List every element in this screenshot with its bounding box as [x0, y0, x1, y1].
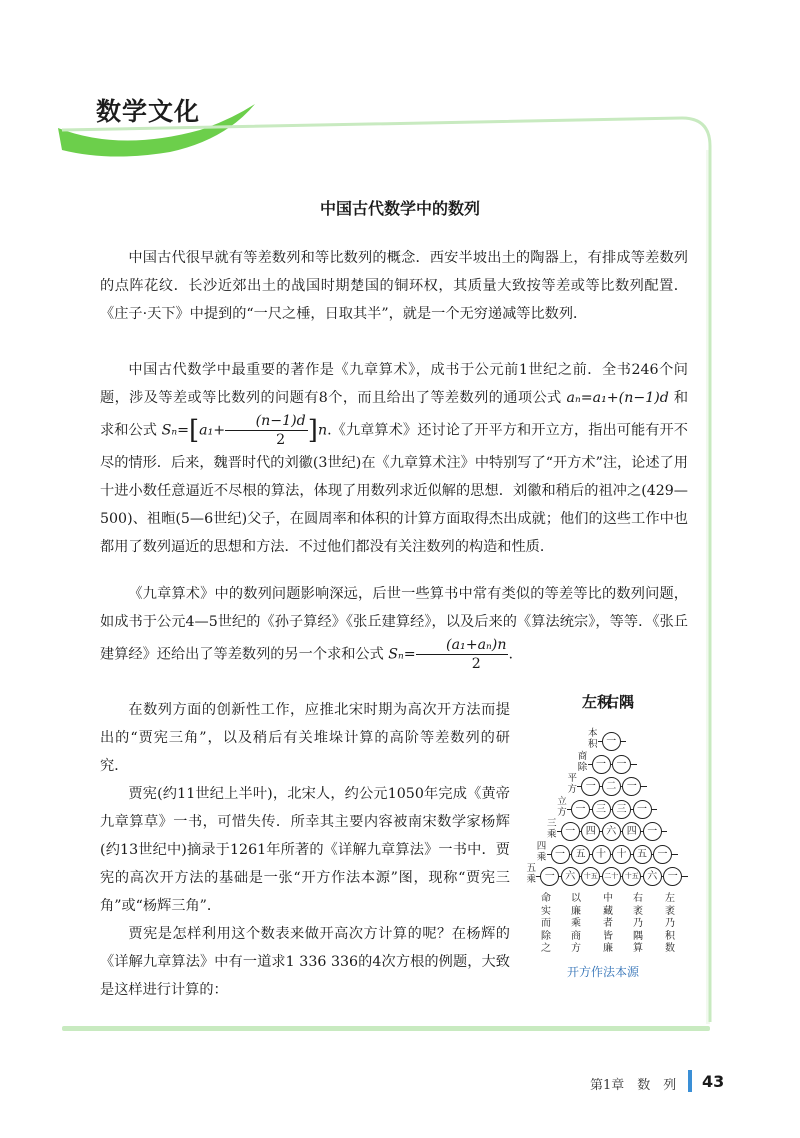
- triangle-cell: 五: [571, 845, 590, 864]
- triangle-cell: 六: [602, 822, 621, 841]
- triangle-cell: 六: [643, 867, 662, 886]
- section-header-title: 数学文化: [96, 97, 201, 126]
- paragraph-3: [100, 580, 688, 673]
- figure-bottom-label: 左袤乃积数: [665, 893, 675, 954]
- triangle-cell: 二: [602, 777, 621, 796]
- formula-sum2-denominator: 2: [471, 656, 481, 672]
- figure-bottom-label: 中藏者皆廉: [603, 893, 613, 954]
- formula-sum-denominator: 2: [276, 432, 286, 448]
- triangle-row-label: 本积: [587, 728, 598, 750]
- triangle-cell: 一: [653, 845, 672, 864]
- triangle-cell: 一: [612, 755, 631, 774]
- triangle-cell: 五: [633, 845, 652, 864]
- footer-divider: [62, 1026, 710, 1031]
- triangle-cell: 十五: [622, 867, 641, 886]
- triangle-cell: 一: [602, 732, 621, 751]
- triangle-cell: 四: [581, 822, 600, 841]
- triangle-row-label: 三乘: [546, 818, 557, 840]
- triangle-cell: 三: [592, 800, 611, 819]
- figure-bottom-label: 右袤乃隅算: [633, 893, 643, 954]
- formula-sum-fraction: [225, 412, 308, 449]
- triangle-cell: 一: [561, 822, 580, 841]
- formula-sum2-numerator: (a₁+aₙ)n: [416, 636, 509, 655]
- article-title: 中国古代数学中的数列: [319, 199, 480, 218]
- triangle-row-label: 立方: [557, 795, 567, 818]
- paragraph-1: 中国古代很早就有等差数列和等比数列的概念．西安半坡出土的陶器上，有排成等差数列的点阵花纹．长沙近郊出土的战国时期楚国的铜环权，其质量大致按等差或等比数列配置．《庄子·天下》中提到的“一尺之棰，日取其半”，就是一个无穷递减等比数列．: [100, 250, 688, 322]
- figure-bottom-label: 以廉乘商方: [571, 893, 581, 954]
- triangle-cell: 一: [643, 822, 662, 841]
- bracket-right: ]: [307, 415, 318, 446]
- triangle-cell: 二十: [602, 867, 621, 886]
- paragraph-6: 贾宪是怎样利用这个数表来做开高次方计算的呢？在杨辉的《详解九章算法》中有一道求1 336 336的4次方根的例题，大致是这样进行计算的：: [100, 926, 510, 998]
- triangle-row-label: 平方: [567, 773, 577, 795]
- formula-sum2-lhs: Sₙ=: [388, 646, 416, 663]
- triangle-cell: 十五: [581, 867, 600, 886]
- triangle-cell: 一: [633, 800, 652, 819]
- figure-caption: 开方作法本源: [566, 965, 639, 979]
- footer-chapter: 第1章 数 列: [590, 1078, 677, 1093]
- triangle-cell: 四: [622, 822, 641, 841]
- triangle-cell: 六: [561, 867, 580, 886]
- formula-sum2-end: .: [508, 646, 513, 663]
- triangle-cell: 十: [592, 845, 611, 864]
- bracket-left: [: [188, 415, 200, 446]
- page-number: 43: [702, 1072, 725, 1091]
- triangle-cell: 一: [551, 845, 570, 864]
- formula-general-term: aₙ=a₁+(n−1)d: [566, 390, 669, 406]
- paragraph-2-text-a: 中国古代数学中最重要的著作是《九章算术》，成书于公元前1世纪之前．全书246个问题，涉及等差或等比数列的问题有8个，而且给出了等差数列的通项公式: [100, 362, 688, 406]
- paragraph-5: 贾宪(约11世纪上半叶)，北宋人，约公元1050年完成《黄帝九章算草》一书，可惜失传．所幸其主要内容被南宋数学家杨辉(约13世纪中)摘录于1261年所著的《详解九章算法》一书中．贾宪的高次开方法的基础是一张“开方作法本源”图，现称“贾宪三角”或“杨辉三角”．: [100, 786, 510, 914]
- triangle-cell: 一: [622, 777, 641, 796]
- formula-sum2-fraction: [416, 636, 509, 673]
- figure-bottom-label: 命实而除之: [541, 893, 551, 954]
- formula-sum-a1: a₁+: [199, 422, 226, 439]
- paragraph-2-and: 和求和公式: [100, 390, 689, 439]
- formula-sum-lhs: Sₙ=: [161, 422, 189, 439]
- triangle-cell: 一: [571, 800, 590, 819]
- paragraph-4: 在数列方面的创新性工作，应推北宋时期为高次开方法而提出的“贾宪三角”，以及稍后有关堆垛计算的高阶等差数列的研究．: [100, 702, 510, 774]
- triangle-cell: 三: [612, 800, 631, 819]
- triangle-cell: 十: [612, 845, 631, 864]
- figure-head-left: 左积: [582, 693, 613, 711]
- footer-rule: [688, 1070, 692, 1092]
- triangle-cell: 一: [540, 867, 559, 886]
- triangle-row-label: 商除: [577, 750, 588, 773]
- paragraph-2-text-b: .《九章算术》还讨论了开平方和开立方，指出可能有开不尽的情形．后来，魏晋时代的刘徽(3世纪)在《九章算术注》中特别写了“开方术”注，论述了用十进小数任意逼近不尽根的算法，体现了用数列求近似解的思想．刘徽和稍后的祖冲之(429—500)、祖暅(5—6世纪)父子，在圆周率和体积的计算方面取得杰出成就；他们的这些工作中也都用了数列逼近的思想和方法．不过他们都没有关注数列的构造和性质．: [100, 422, 688, 555]
- triangle-cell: 一: [581, 777, 600, 796]
- triangle-row-label: 四乘: [536, 840, 547, 863]
- triangle-cell: 一: [592, 755, 611, 774]
- triangle-row-label: 五乘: [526, 863, 536, 885]
- paragraph-3-text: 《九章算术》中的数列问题影响深远，后世一些算书中常有类似的等差等比的数列问题，如成书于公元4—5世纪的《孙子算经》《张丘建算经》，以及后来的《算法统宗》，等等．《张丘建算经》还给出了等差数列的另一个求和公式: [100, 586, 688, 663]
- paragraph-2: [100, 356, 688, 561]
- formula-sum-numerator: (n−1)d: [225, 412, 308, 431]
- figure-head-right: 右隅: [604, 693, 635, 711]
- triangle-cell: 一: [663, 867, 682, 886]
- formula-sum-n: n: [317, 422, 328, 439]
